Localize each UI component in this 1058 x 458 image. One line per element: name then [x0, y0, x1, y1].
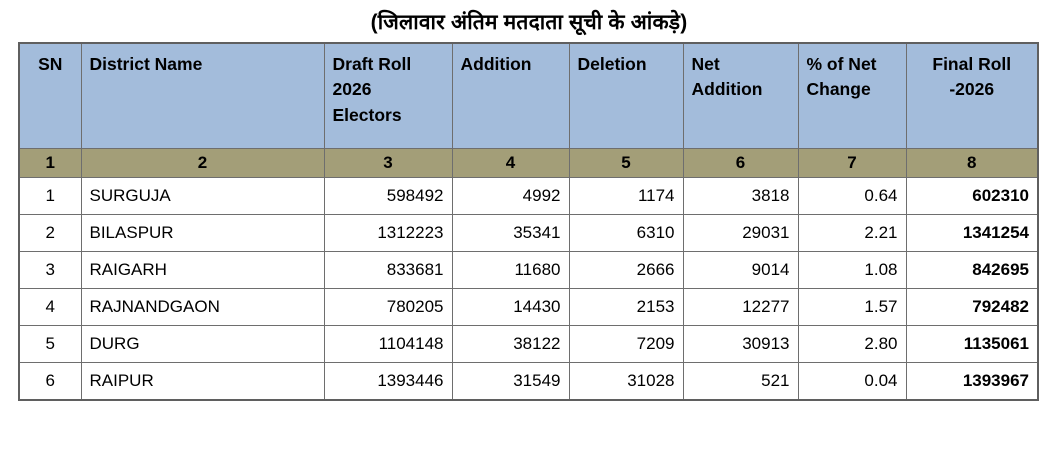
cell-draft-roll: 1393446 [324, 363, 452, 401]
column-header-final-roll: Final Roll -2026 [906, 43, 1038, 149]
column-number-4: 4 [452, 149, 569, 178]
cell-deletion: 2153 [569, 289, 683, 326]
cell-deletion: 31028 [569, 363, 683, 401]
table-row [19, 215, 1038, 252]
table-row [19, 363, 1038, 401]
cell-final-roll: 842695 [906, 252, 1038, 289]
cell-district: SURGUJA [81, 178, 324, 215]
cell-deletion: 7209 [569, 326, 683, 363]
cell-district: DURG [81, 326, 324, 363]
cell-pct-net-change: 2.21 [798, 215, 906, 252]
column-number-6: 6 [683, 149, 798, 178]
column-header-net-addition: Net Addition [683, 43, 798, 149]
cell-draft-roll: 833681 [324, 252, 452, 289]
cell-district: RAJNANDGAON [81, 289, 324, 326]
cell-sn: 6 [19, 363, 81, 401]
cell-pct-net-change: 1.57 [798, 289, 906, 326]
document-title: (जिलावार अंतिम मतदाता सूची के आंकड़े) [370, 11, 688, 34]
table-header [19, 43, 1038, 178]
cell-pct-net-change: 1.08 [798, 252, 906, 289]
cell-sn: 4 [19, 289, 81, 326]
cell-draft-roll: 1312223 [324, 215, 452, 252]
column-number-1: 1 [19, 149, 81, 178]
cell-net-addition: 3818 [683, 178, 798, 215]
column-number-5: 5 [569, 149, 683, 178]
table-row [19, 252, 1038, 289]
table-row [19, 289, 1038, 326]
table-body [19, 178, 1038, 401]
column-number-2: 2 [81, 149, 324, 178]
header-row [19, 43, 1038, 149]
cell-net-addition: 12277 [683, 289, 798, 326]
column-header-sn: SN [19, 43, 81, 149]
cell-addition: 14430 [452, 289, 569, 326]
cell-addition: 31549 [452, 363, 569, 401]
cell-final-roll: 1393967 [906, 363, 1038, 401]
cell-addition: 4992 [452, 178, 569, 215]
cell-sn: 5 [19, 326, 81, 363]
cell-draft-roll: 780205 [324, 289, 452, 326]
cell-draft-roll: 1104148 [324, 326, 452, 363]
cell-district: RAIGARH [81, 252, 324, 289]
table-row [19, 178, 1038, 215]
cell-final-roll: 602310 [906, 178, 1038, 215]
cell-addition: 38122 [452, 326, 569, 363]
cell-draft-roll: 598492 [324, 178, 452, 215]
cell-deletion: 1174 [569, 178, 683, 215]
cell-net-addition: 29031 [683, 215, 798, 252]
cell-final-roll: 1341254 [906, 215, 1038, 252]
cell-net-addition: 30913 [683, 326, 798, 363]
cell-district: BILASPUR [81, 215, 324, 252]
cell-net-addition: 521 [683, 363, 798, 401]
cell-final-roll: 1135061 [906, 326, 1038, 363]
column-number-row [19, 149, 1038, 178]
cell-deletion: 2666 [569, 252, 683, 289]
cell-addition: 11680 [452, 252, 569, 289]
column-header-district-name: District Name [81, 43, 324, 149]
cell-sn: 2 [19, 215, 81, 252]
cell-pct-net-change: 2.80 [798, 326, 906, 363]
cell-addition: 35341 [452, 215, 569, 252]
cell-sn: 3 [19, 252, 81, 289]
column-header-draft-roll: Draft Roll 2026 Electors [324, 43, 452, 149]
column-number-7: 7 [798, 149, 906, 178]
column-header-pct-net-change: % of Net Change [798, 43, 906, 149]
cell-sn: 1 [19, 178, 81, 215]
table-row [19, 326, 1038, 363]
cell-deletion: 6310 [569, 215, 683, 252]
cell-district: RAIPUR [81, 363, 324, 401]
column-header-addition: Addition [452, 43, 569, 149]
column-number-8: 8 [906, 149, 1038, 178]
cell-pct-net-change: 0.64 [798, 178, 906, 215]
cell-pct-net-change: 0.04 [798, 363, 906, 401]
column-number-3: 3 [324, 149, 452, 178]
electoral-roll-table [18, 42, 1039, 401]
cell-final-roll: 792482 [906, 289, 1038, 326]
cell-net-addition: 9014 [683, 252, 798, 289]
column-header-deletion: Deletion [569, 43, 683, 149]
